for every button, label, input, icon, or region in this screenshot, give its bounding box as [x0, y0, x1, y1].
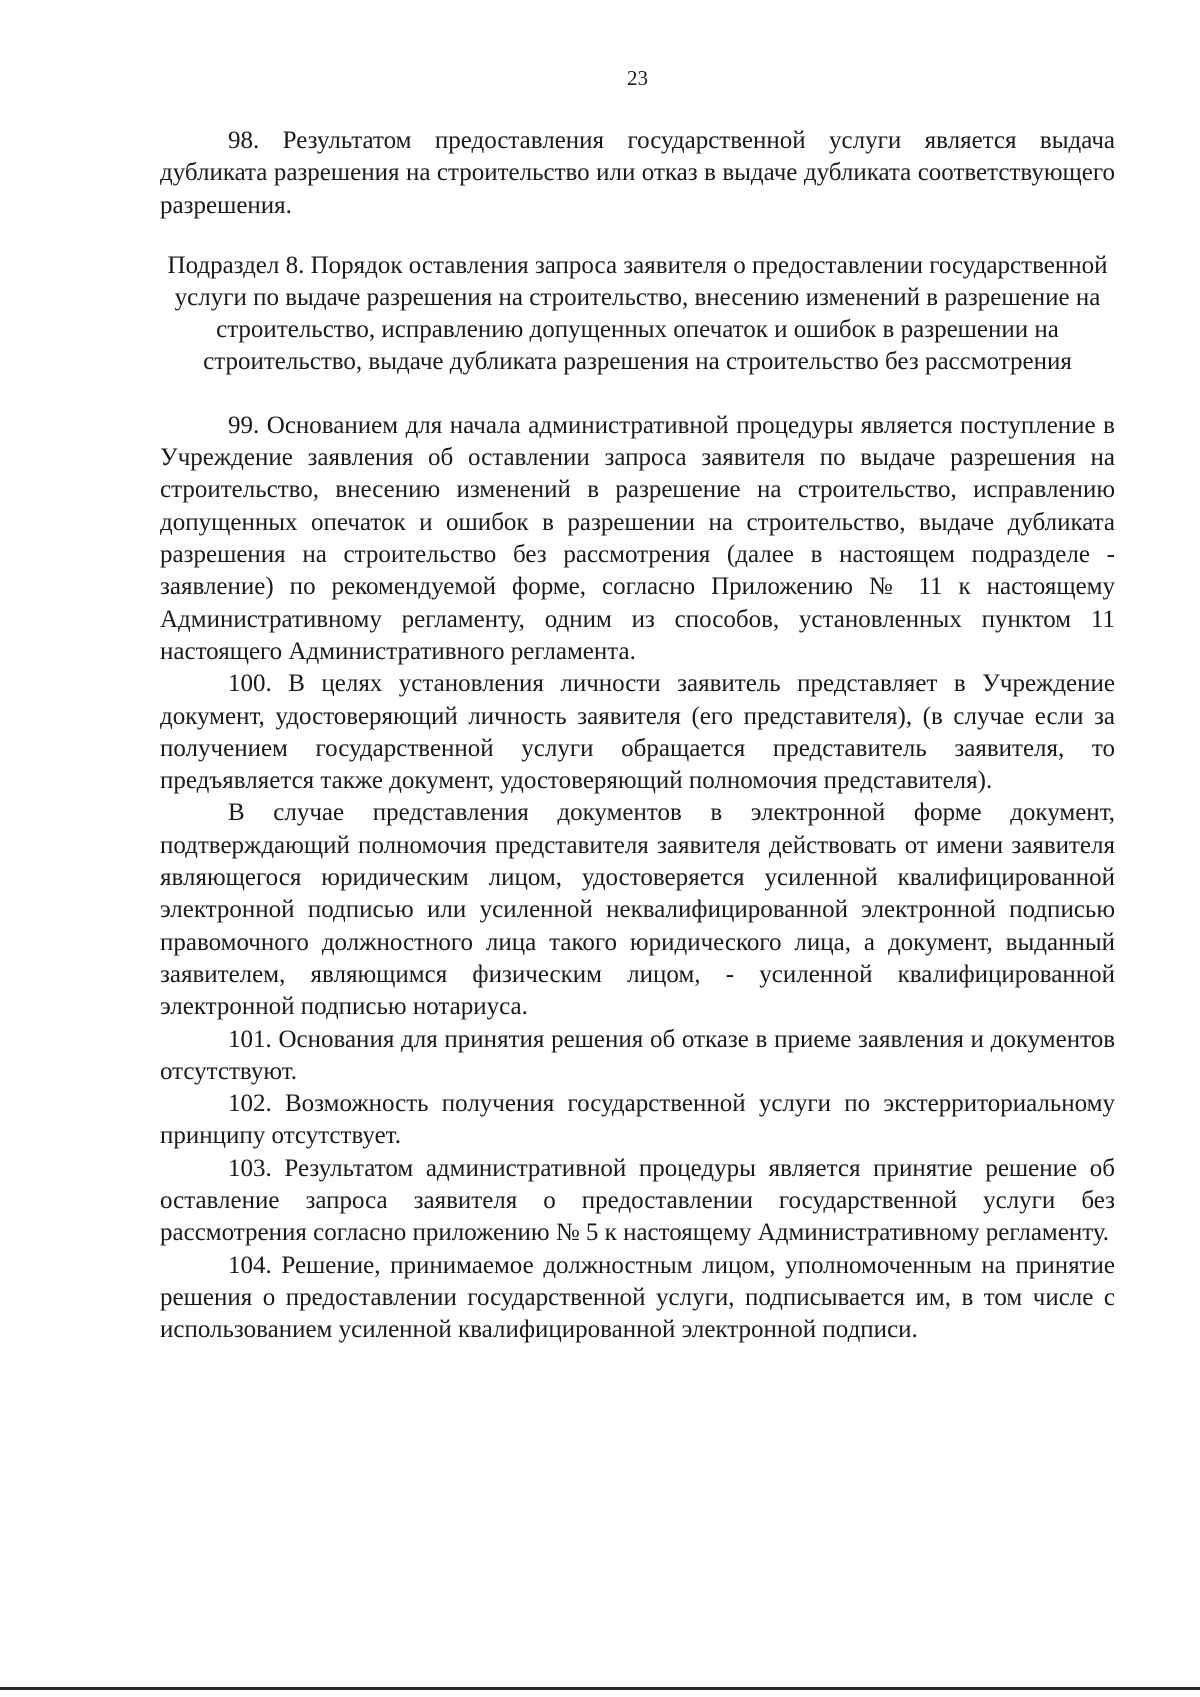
paragraph-98: 98. Результатом предоставления государственной услуги является выдача дубликата разрешения на строительство или отказ в выдаче дубликата соответствующего разрешения.	[160, 127, 1115, 219]
paragraph-100-continued: В случае представления документов в электронной форме документ, подтверждающий полномочия представителя заявителя действовать от имени заявителя являющегося юридическим лицом, удостоверяется усиленной квалифицированной электронной подписью или усиленной неквалифицированной электронной подписью правомочного должностного лица такого юридического лица, а документ, выданный заявителем, являющимся физическим лицом, - усиленной квалифицированной электронной подписью нотариуса.	[160, 799, 1115, 1021]
document-body	[160, 125, 1115, 1347]
paragraph-100: 100. В целях установления личности заявитель представляет в Учреждение документ, удостоверяющий личность заявителя (его представителя), (в случае если за получением государственной услуги обращается представитель заявителя, то предъявляется также документ, удостоверяющий полномочия представителя).	[160, 670, 1115, 795]
paragraph-99: 99. Основанием для начала административной процедуры является поступление в Учреждение заявления об оставлении запроса заявителя по выдаче разрешения на строительство, внесению изменений в разрешение на строительство, исправлению допущенных опечаток и ошибок в разрешении на строительство, выдаче дубликата разрешения на строительство без рассмотрения (далее в настоящем подразделе - заявление) по рекомендуемой форме, согласно Приложению № 11 к настоящему Административному регламенту, одним из способов, установленных пунктом 11 настоящего Административного регламента.	[160, 411, 1115, 665]
page-number: 23	[627, 66, 648, 90]
paragraph-102: 102. Возможность получения государственной услуги по экстерриториальному принципу отсутствует.	[160, 1090, 1115, 1150]
paragraph-101: 101. Основания для принятия решения об отказе в приеме заявления и документов отсутствуют.	[160, 1025, 1115, 1085]
paragraph-104: 104. Решение, принимаемое должностным лицом, уполномоченным на принятие решения о предоставлении государственной услуги, подписывается им, в том числе с использованием усиленной квалифицированной электронной подписи.	[160, 1251, 1115, 1344]
paragraph-103: 103. Результатом административной процедуры является принятие решение об оставление запроса заявителя о предоставлении государственной услуги без рассмотрения согласно приложению № 5 к настоящему Административному регламенту.	[160, 1154, 1115, 1247]
subsection-heading: Подраздел 8. Порядок оставления запроса заявителя о предоставлении государственной услуги по выдаче разрешения на строительство, внесению изменений в разрешение на строительство, исправлению допущенных опечаток и ошибок в разрешении на строительство, выдаче дубликата разрешения на строительство без рассмотрения	[167, 251, 1108, 375]
scan-bottom-edge	[0, 1687, 1200, 1690]
